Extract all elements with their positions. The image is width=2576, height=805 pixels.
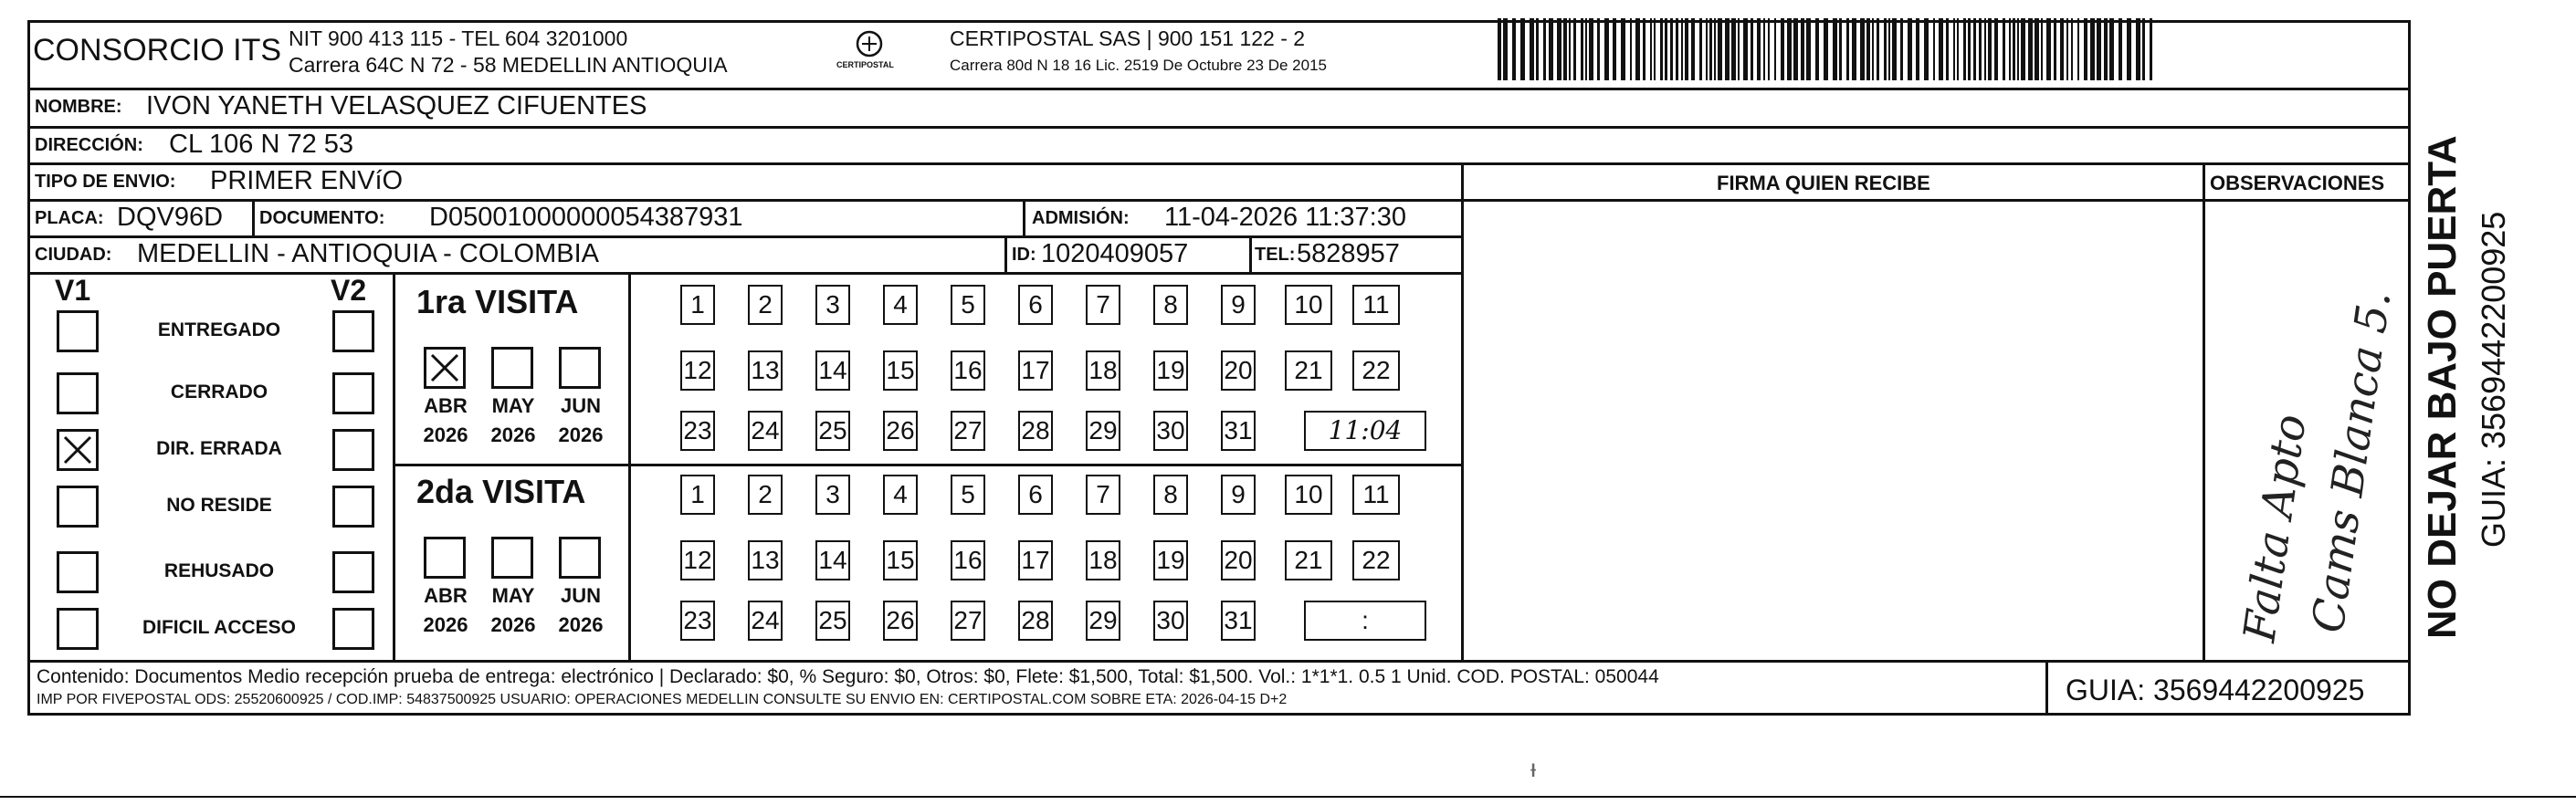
barcode-bar <box>2127 18 2131 80</box>
barcode-bar <box>1979 18 1982 80</box>
month-checkbox[interactable] <box>491 537 533 579</box>
barcode-bar <box>1725 18 1730 80</box>
v1-checkbox[interactable] <box>57 310 99 352</box>
barcode-bar <box>2119 18 2122 80</box>
barcode-bar <box>1846 18 1849 80</box>
status-label: NO RESIDE <box>166 495 272 516</box>
day-box[interactable]: 1 <box>680 285 715 325</box>
column-header-divider <box>1461 199 2411 202</box>
day-box[interactable]: 6 <box>1018 475 1053 515</box>
year-label: 2026 <box>490 613 536 636</box>
barcode-bar <box>1691 18 1695 80</box>
cell-divider <box>1023 199 1025 235</box>
observations-handwriting <box>2205 205 2411 657</box>
barcode-bar <box>1743 18 1748 80</box>
barcode-bar <box>1968 18 1971 80</box>
day-box[interactable]: 18 <box>1086 350 1120 391</box>
barcode-bar <box>1569 18 1571 80</box>
barcode-bar <box>2028 18 2033 80</box>
placa-value: DQV96D <box>117 203 224 232</box>
day-box[interactable]: 12 <box>680 350 715 391</box>
barcode-bar <box>1872 18 1874 80</box>
row-divider <box>27 199 1461 202</box>
day-box[interactable]: 7 <box>1086 475 1120 515</box>
barcode-bar <box>1815 18 1819 80</box>
day-box[interactable]: 22 <box>1352 540 1400 580</box>
status-label: CERRADO <box>170 382 268 402</box>
direccion-label: DIRECCIÓN: <box>35 135 143 155</box>
v1-checkbox[interactable] <box>57 372 99 414</box>
barcode-bar <box>2017 18 2019 80</box>
footer-divider <box>27 660 2411 663</box>
day-box[interactable]: 2 <box>748 475 783 515</box>
day-box[interactable]: 24 <box>748 411 783 451</box>
barcode-bar <box>1781 18 1784 80</box>
status-label: DIR. ERRADA <box>156 438 282 459</box>
barcode-bar <box>1731 18 1736 80</box>
barcode-bar <box>2142 18 2145 80</box>
day-box[interactable]: 19 <box>1153 540 1188 580</box>
barcode-bar <box>1536 18 1539 80</box>
barcode-bar <box>1933 18 1935 80</box>
day-box[interactable]: 31 <box>1221 601 1256 641</box>
month-checkbox[interactable] <box>559 347 601 389</box>
barcode-bar <box>1604 18 1609 80</box>
barcode-bar <box>1520 18 1525 80</box>
month-label: JUN <box>560 394 601 417</box>
day-box[interactable]: 15 <box>883 350 918 391</box>
day-box[interactable]: 25 <box>815 601 850 641</box>
barcode-bar <box>1714 18 1716 80</box>
row-divider <box>27 162 2411 165</box>
admision-label: ADMISIÓN: <box>1032 208 1130 228</box>
year-label: 2026 <box>423 613 468 636</box>
barcode-bar <box>2009 18 2011 80</box>
day-box[interactable]: 13 <box>748 350 783 391</box>
barcode-bar <box>2035 18 2039 80</box>
barcode-bar <box>1585 18 1587 80</box>
barcode-bar <box>1706 18 1708 80</box>
day-box[interactable]: 18 <box>1086 540 1120 580</box>
v1-checkbox[interactable] <box>57 608 99 650</box>
day-box[interactable]: 19 <box>1153 350 1188 391</box>
barcode-bar <box>1860 18 1865 80</box>
day-box[interactable]: 6 <box>1018 285 1053 325</box>
day-box[interactable]: 10 <box>1285 285 1332 325</box>
nombre-label: NOMBRE: <box>35 97 122 117</box>
day-box[interactable]: 14 <box>815 350 850 391</box>
month-label: ABR <box>424 394 468 417</box>
direccion-value: CL 106 N 72 53 <box>169 130 354 159</box>
barcode-bar <box>1563 18 1567 80</box>
day-box[interactable]: 17 <box>1018 350 1053 391</box>
barcode-bar <box>1787 18 1792 80</box>
barcode-bar <box>1757 18 1761 80</box>
day-box[interactable]: 4 <box>883 285 918 325</box>
barcode-bar <box>2077 18 2079 80</box>
no-dejar-bajo-puerta: NO DEJAR BAJO PUERTA <box>2420 135 2465 639</box>
barcode-bar <box>1665 18 1667 80</box>
v1-checkbox[interactable] <box>57 429 99 471</box>
day-box[interactable]: 11 <box>1352 285 1400 325</box>
barcode-bar <box>1877 18 1879 80</box>
barcode-bar <box>1650 18 1652 80</box>
firma-header: FIRMA QUIEN RECIBE <box>1717 172 1930 194</box>
barcode-bar <box>1676 18 1678 80</box>
year-label: 2026 <box>558 423 604 446</box>
barcode-bar <box>2084 18 2087 80</box>
v2-checkbox[interactable] <box>332 551 374 593</box>
check-mark-icon <box>59 432 96 468</box>
barcode-bar <box>1557 18 1561 80</box>
barcode-bar <box>1924 18 1929 80</box>
row-divider <box>27 88 2411 90</box>
company-address: Carrera 64C N 72 - 58 MEDELLIN ANTIOQUIA <box>289 53 728 77</box>
observaciones-header: OBSERVACIONES <box>2210 172 2385 194</box>
status-label: ENTREGADO <box>157 319 281 340</box>
barcode-bar <box>1709 18 1712 80</box>
day-box[interactable]: 26 <box>883 601 918 641</box>
month-label: MAY <box>491 394 535 417</box>
barcode-bar <box>1994 18 1998 80</box>
day-box[interactable]: 21 <box>1285 350 1332 391</box>
day-box[interactable]: 16 <box>951 540 985 580</box>
day-box[interactable]: 23 <box>680 411 715 451</box>
day-box[interactable]: 28 <box>1018 411 1053 451</box>
tipo-envio-label: TIPO DE ENVIO: <box>35 172 176 192</box>
nombre-value: IVON YANETH VELASQUEZ CIFUENTES <box>146 91 647 120</box>
day-box[interactable]: 17 <box>1018 540 1053 580</box>
year-label: 2026 <box>423 423 468 446</box>
v2-checkbox[interactable] <box>332 608 374 650</box>
barcode-bar <box>1888 18 1890 80</box>
barcode-bar <box>1543 18 1546 80</box>
barcode-bar <box>1597 18 1600 80</box>
visit-1-title: 1ra VISITA <box>416 283 579 320</box>
day-box[interactable]: 3 <box>815 285 850 325</box>
tel-label: TEL: <box>1255 245 1296 265</box>
barcode-bar <box>1984 18 1986 80</box>
day-box[interactable]: 10 <box>1285 475 1332 515</box>
visit-divider <box>393 464 1461 466</box>
day-box[interactable]: 16 <box>951 350 985 391</box>
barcode-bar <box>1957 18 1959 80</box>
documento-label: DOCUMENTO: <box>259 208 385 228</box>
month-checkbox[interactable] <box>424 347 466 389</box>
visit-time-field[interactable]: : <box>1304 601 1426 641</box>
barcode-bar <box>1654 18 1656 80</box>
page-edge-line <box>0 796 2576 798</box>
barcode-bar <box>1630 18 1632 80</box>
day-box[interactable]: 4 <box>883 475 918 515</box>
footer-guia: GUIA: 3569442200925 <box>2066 674 2365 706</box>
barcode-bar <box>1806 18 1811 80</box>
day-box[interactable]: 28 <box>1018 601 1053 641</box>
observation-line-2: Cams Blanca 5. <box>2302 288 2402 636</box>
barcode-bar <box>1774 18 1776 80</box>
barcode-bar <box>2066 18 2068 80</box>
barcode-bar <box>1613 18 1616 80</box>
day-box[interactable]: 7 <box>1086 285 1120 325</box>
barcode-bar <box>2104 18 2108 80</box>
barcode-bar <box>1660 18 1663 80</box>
barcode-bar <box>1589 18 1593 80</box>
day-box[interactable]: 13 <box>748 540 783 580</box>
certipostal-address: Carrera 80d N 18 16 Lic. 2519 De Octubre 23 De 2015 <box>950 57 1327 74</box>
barcode-bar <box>1670 18 1673 80</box>
day-box[interactable]: 14 <box>815 540 850 580</box>
year-label: 2026 <box>490 423 536 446</box>
logo-caption: CERTIPOSTAL <box>836 60 894 69</box>
v2-checkbox[interactable] <box>332 310 374 352</box>
cell-divider <box>252 199 255 235</box>
day-box[interactable]: 8 <box>1153 285 1188 325</box>
barcode-bar <box>1643 18 1645 80</box>
barcode-bar <box>1908 18 1912 80</box>
status-label: DIFICIL ACCESO <box>142 617 296 638</box>
barcode-bar <box>2013 18 2015 80</box>
row-divider <box>27 235 1461 238</box>
barcode-bar <box>1681 18 1683 80</box>
barcode-bar <box>1801 18 1804 80</box>
barcode-bar <box>1635 18 1640 80</box>
barcode-bar <box>2071 18 2073 80</box>
barcode-bar <box>1833 18 1837 80</box>
v1-checkbox[interactable] <box>57 486 99 528</box>
day-box[interactable]: 30 <box>1153 411 1188 451</box>
firma-column-left <box>1461 162 1464 660</box>
footer-imp: IMP POR FIVEPOSTAL ODS: 25520600925 / COD.IMP: 54837500925 USUARIO: OPERACIONES MEDELLIN CONSULTE SU ENVIO EN: CERTIPOSTAL.COM SOBRE ETA: 2026-04-15 D+2 <box>37 692 1288 707</box>
barcode-bar <box>1852 18 1856 80</box>
barcode-bar <box>2003 18 2005 80</box>
row-divider <box>27 126 2411 129</box>
month-label: MAY <box>491 584 535 607</box>
day-box[interactable]: 5 <box>951 475 985 515</box>
day-box[interactable]: 21 <box>1285 540 1332 580</box>
day-box[interactable]: 8 <box>1153 475 1188 515</box>
v1-checkbox[interactable] <box>57 551 99 593</box>
status-label: REHUSADO <box>163 560 275 581</box>
barcode-bar <box>2090 18 2095 80</box>
day-box[interactable]: 1 <box>680 475 715 515</box>
month-label: JUN <box>560 584 601 607</box>
certipostal-name: CERTIPOSTAL SAS | 900 151 122 - 2 <box>950 26 1306 50</box>
id-value: 1020409057 <box>1041 239 1189 268</box>
visit-2-title: 2da VISITA <box>416 473 586 510</box>
day-box[interactable]: 11 <box>1352 475 1400 515</box>
day-box[interactable]: 15 <box>883 540 918 580</box>
v2-checkbox[interactable] <box>332 372 374 414</box>
barcode-bar <box>2136 18 2140 80</box>
day-box[interactable]: 31 <box>1221 411 1256 451</box>
v2-label: V2 <box>331 274 367 307</box>
barcode-bar <box>1763 18 1765 80</box>
barcode-bar <box>1973 18 1976 80</box>
id-label: ID: <box>1012 245 1036 265</box>
day-box[interactable]: 3 <box>815 475 850 515</box>
barcode-bar <box>1503 18 1508 80</box>
month-checkbox[interactable] <box>491 347 533 389</box>
visit-time-field[interactable]: 11:04 <box>1304 411 1426 451</box>
placa-label: PLACA: <box>35 208 104 228</box>
ciudad-value: MEDELLIN - ANTIOQUIA - COLOMBIA <box>137 239 599 268</box>
certipostal-logo-icon <box>833 26 906 80</box>
day-box[interactable]: 29 <box>1086 411 1120 451</box>
footer-guia-divider <box>2045 660 2048 716</box>
barcode-bar <box>1884 18 1887 80</box>
day-box[interactable]: 27 <box>951 411 985 451</box>
v2-checkbox[interactable] <box>332 429 374 471</box>
day-box[interactable]: 20 <box>1221 540 1256 580</box>
footer-contenido: Contenido: Documentos Medio recepción prueba de entrega: electrónico | Declarado: $0, % Seguro: $0, Otros: $0, Flete: $1,500, Total: $1,500. Vol.: 1*1*1. 0.5 1 Unid. COD. POSTAL: 050044 <box>37 666 1659 687</box>
company-name: CONSORCIO ITS <box>33 33 282 68</box>
observation-line-1: Falta Apto <box>2234 411 2317 645</box>
barcode-bar <box>1953 18 1955 80</box>
barcode-bar <box>1988 18 1992 80</box>
barcode-bar <box>1621 18 1625 80</box>
day-box[interactable]: 9 <box>1221 285 1256 325</box>
barcode-bar <box>1573 18 1576 80</box>
barcode-bar <box>1824 18 1828 80</box>
barcode-bar <box>1685 18 1688 80</box>
day-box[interactable]: 29 <box>1086 601 1120 641</box>
ciudad-label: CIUDAD: <box>35 245 112 265</box>
month-checkbox[interactable] <box>424 537 466 579</box>
admision-value: 11-04-2026 11:37:30 <box>1164 203 1406 232</box>
barcode-bar <box>2041 18 2043 80</box>
page-edge-mark: ᵼ <box>1530 754 1537 782</box>
day-box[interactable]: 30 <box>1153 601 1188 641</box>
barcode-bar <box>2054 18 2056 80</box>
barcode-bar <box>1946 18 1949 80</box>
barcode-bar <box>1738 18 1740 80</box>
side-text <box>2420 110 2548 639</box>
barcode-bar <box>1793 18 1798 80</box>
day-box[interactable]: 23 <box>680 601 715 641</box>
barcode-bar <box>1900 18 1903 80</box>
barcode-bar <box>2109 18 2114 80</box>
v2-checkbox[interactable] <box>332 486 374 528</box>
day-box[interactable]: 2 <box>748 285 783 325</box>
row-divider <box>27 272 1461 275</box>
barcode-bar <box>1498 18 1501 80</box>
barcode-bar <box>1866 18 1870 80</box>
barcode-bar <box>2046 18 2051 80</box>
company-nit: NIT 900 413 115 - TEL 604 3201000 <box>289 26 628 50</box>
day-box[interactable]: 20 <box>1221 350 1256 391</box>
guide-frame <box>27 20 2411 716</box>
day-box[interactable]: 22 <box>1352 350 1400 391</box>
year-label: 2026 <box>558 613 604 636</box>
barcode-bar <box>1699 18 1702 80</box>
documento-value: D05001000000054387931 <box>429 203 743 232</box>
check-mark-icon <box>426 350 463 386</box>
day-box[interactable]: 5 <box>951 285 985 325</box>
day-box[interactable]: 26 <box>883 411 918 451</box>
barcode-bar <box>1530 18 1534 80</box>
day-box[interactable]: 25 <box>815 411 850 451</box>
barcode-bar <box>2097 18 2101 80</box>
barcode-bar <box>1916 18 1919 80</box>
tipo-envio-value: PRIMER ENVíO <box>210 166 404 195</box>
tel-value: 5828957 <box>1297 239 1400 268</box>
cell-divider <box>1249 235 1252 272</box>
day-box[interactable]: 9 <box>1221 475 1256 515</box>
certipostal-logo <box>833 26 906 80</box>
barcode-bar <box>1751 18 1753 80</box>
day-box[interactable]: 24 <box>748 601 783 641</box>
barcode-bar <box>1839 18 1842 80</box>
day-box[interactable]: 12 <box>680 540 715 580</box>
v1-label: V1 <box>55 274 91 307</box>
barcode-bar <box>1581 18 1583 80</box>
day-box[interactable]: 27 <box>951 601 985 641</box>
barcode-bar <box>1718 18 1722 80</box>
cell-divider <box>1004 235 1007 272</box>
barcode-bar <box>1939 18 1943 80</box>
barcode-bar <box>1549 18 1553 80</box>
month-label: ABR <box>424 584 468 607</box>
side-guia: GUIA: 3569442200925 <box>2475 211 2512 548</box>
barcode-bar <box>1963 18 1966 80</box>
barcode-bar <box>1768 18 1770 80</box>
month-checkbox[interactable] <box>559 537 601 579</box>
barcode-bar <box>2060 18 2064 80</box>
barcode-bar <box>1512 18 1516 80</box>
barcode-bar <box>1892 18 1897 80</box>
barcode-bar <box>2021 18 2025 80</box>
barcode <box>1498 18 2164 80</box>
barcode-bar <box>2150 18 2152 80</box>
